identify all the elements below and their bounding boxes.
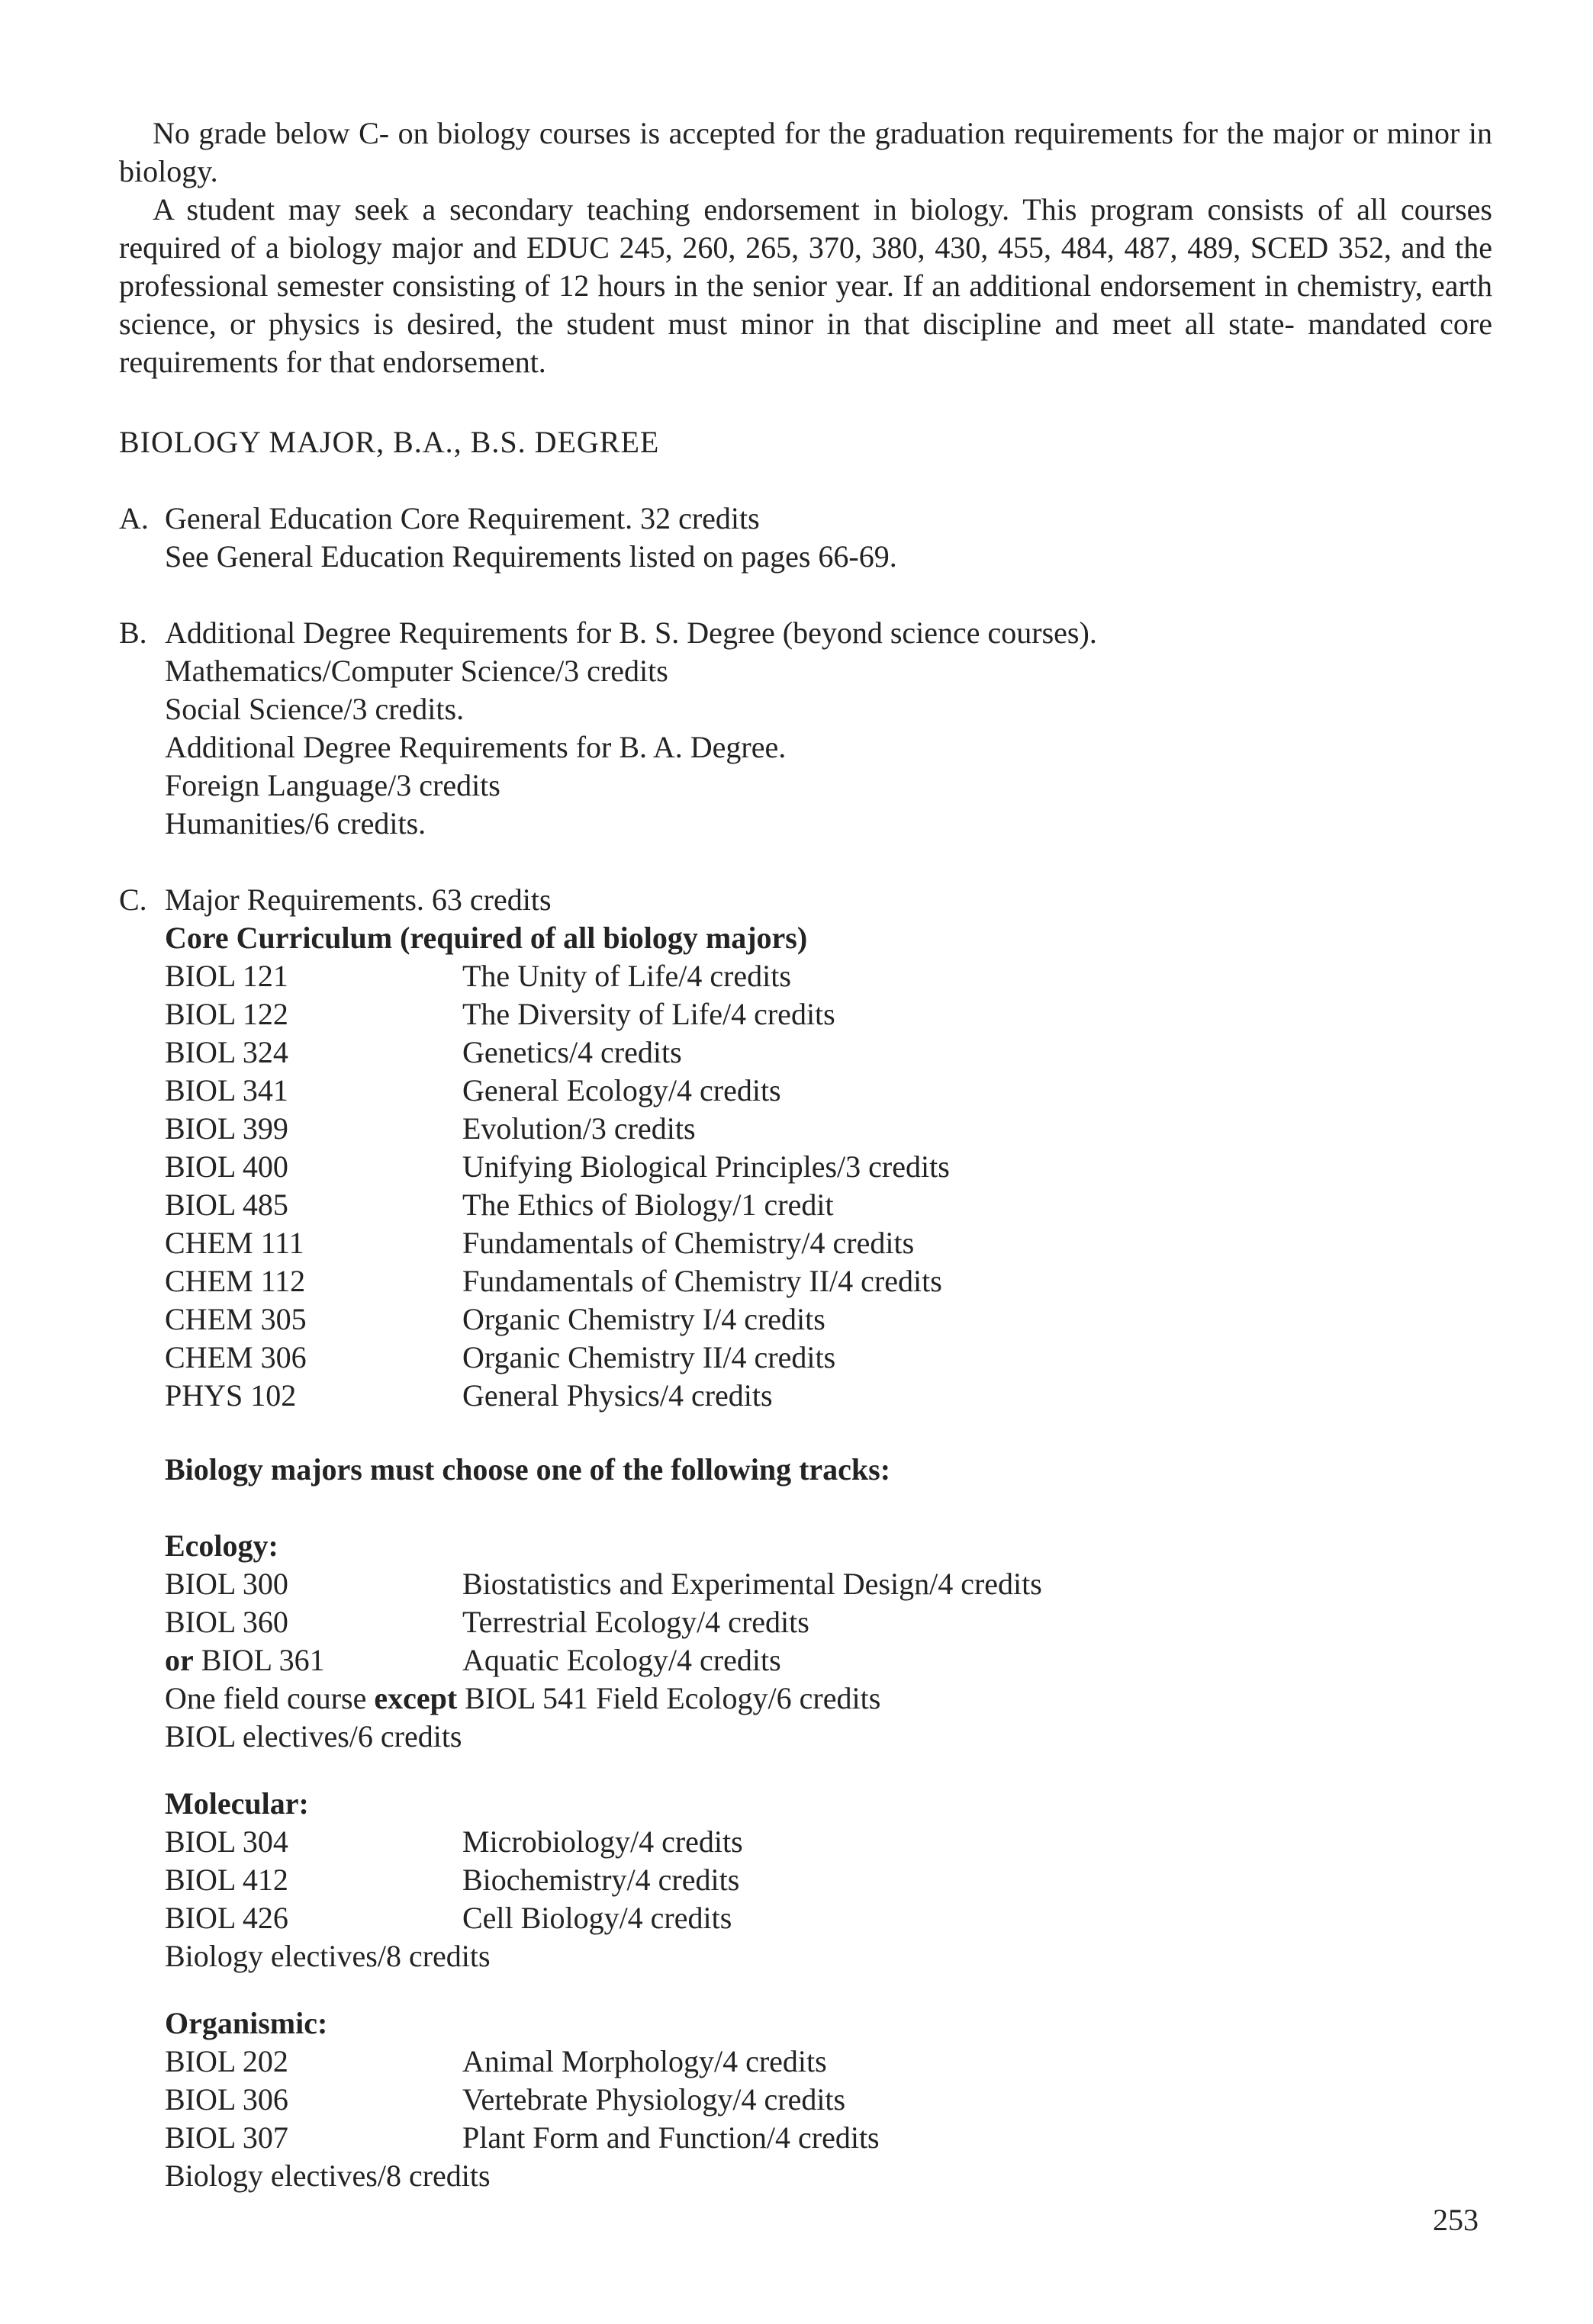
- course-code: BIOL 399: [165, 1111, 288, 1146]
- course-title: Evolution/3 credits: [462, 1111, 696, 1146]
- course-title: The Ethics of Biology/1 credit: [462, 1188, 834, 1222]
- track-course-row: [119, 1603, 1492, 1641]
- course-title: The Diversity of Life/4 credits: [462, 997, 835, 1031]
- course-code: BIOL 400: [165, 1149, 288, 1184]
- section-b-line: Mathematics/Computer Science/3 credits: [165, 654, 668, 688]
- course-title: Biostatistics and Experimental Design/4 credits: [462, 1567, 1042, 1601]
- core-course-row: [119, 1148, 1492, 1186]
- course-title: Organic Chemistry I/4 credits: [462, 1302, 825, 1336]
- course-code: BIOL 122: [165, 997, 288, 1031]
- course-code: BIOL 412: [165, 1863, 288, 1897]
- course-code-value: BIOL 361: [193, 1643, 325, 1677]
- field-course-except: except: [374, 1681, 458, 1715]
- section-c-title-line: [119, 881, 1492, 919]
- core-course-row: [119, 1072, 1492, 1110]
- track-course-row: [119, 1823, 1492, 1861]
- track-molecular: [119, 1785, 1492, 1975]
- section-b-title-line: [119, 614, 1492, 652]
- course-title: Genetics/4 credits: [462, 1035, 682, 1069]
- track-ecology: [119, 1527, 1492, 1756]
- course-code: CHEM 305: [165, 1302, 307, 1336]
- track-name: Molecular:: [165, 1786, 309, 1821]
- course-title: Biochemistry/4 credits: [462, 1863, 740, 1897]
- course-title: Plant Form and Function/4 credits: [462, 2120, 880, 2155]
- course-code: BIOL 307: [165, 2120, 288, 2155]
- core-course-row: [119, 1377, 1492, 1415]
- track-course-row: [119, 1861, 1492, 1899]
- section-heading: BIOLOGY MAJOR, B.A., B.S. DEGREE: [119, 425, 660, 459]
- intro-paragraph-grade: [119, 114, 1492, 191]
- core-course-row: [119, 1186, 1492, 1224]
- section-c: [119, 881, 1492, 1415]
- section-a: [119, 500, 1492, 576]
- track-electives: Biology electives/8 credits: [165, 2158, 491, 2193]
- course-code: BIOL 426: [165, 1901, 288, 1935]
- course-code: [165, 1641, 462, 1680]
- core-course-row: [119, 1300, 1492, 1339]
- course-code: [165, 1603, 462, 1641]
- course-title: Unifying Biological Principles/3 credits: [462, 1149, 950, 1184]
- course-code: BIOL 324: [165, 1035, 288, 1069]
- field-course-line: [119, 1680, 1492, 1718]
- intro-paragraph-endorsement: [119, 191, 1492, 381]
- core-course-row: [119, 1262, 1492, 1300]
- track-name: Organismic:: [165, 2006, 328, 2040]
- course-title: General Ecology/4 credits: [462, 1073, 781, 1107]
- track-organismic: [119, 2004, 1492, 2195]
- core-course-row: [119, 1033, 1492, 1072]
- track-name: Ecology:: [165, 1528, 278, 1563]
- section-c-letter: C.: [119, 882, 147, 917]
- course-title: Cell Biology/4 credits: [462, 1901, 732, 1935]
- section-b-letter: B.: [119, 616, 147, 650]
- course-title: The Unity of Life/4 credits: [462, 959, 791, 993]
- field-course-start: One field course: [165, 1681, 375, 1715]
- course-title: Terrestrial Ecology/4 credits: [462, 1605, 809, 1639]
- section-b: [119, 614, 1492, 843]
- course-title: Microbiology/4 credits: [462, 1824, 743, 1859]
- course-title: General Physics/4 credits: [462, 1378, 773, 1413]
- core-curriculum-heading: Core Curriculum (required of all biology majors): [165, 921, 808, 955]
- course-title: Fundamentals of Chemistry/4 credits: [462, 1226, 915, 1260]
- track-course-row: [119, 2043, 1492, 2081]
- course-code: CHEM 111: [165, 1226, 304, 1260]
- course-title: Aquatic Ecology/4 credits: [462, 1643, 781, 1677]
- section-a-note: See General Education Requirements listed on pages 66-69.: [165, 539, 897, 574]
- page-number: 253: [1433, 2203, 1479, 2237]
- section-b-line: Humanities/6 credits.: [165, 806, 426, 841]
- track-course-row: [119, 2119, 1492, 2157]
- course-code: BIOL 485: [165, 1188, 288, 1222]
- course-title: Fundamentals of Chemistry II/4 credits: [462, 1264, 942, 1298]
- track-electives: BIOL electives/6 credits: [165, 1719, 462, 1753]
- track-course-row: [119, 2081, 1492, 2119]
- track-electives: Biology electives/8 credits: [165, 1939, 491, 1973]
- track-course-row: [119, 1565, 1492, 1603]
- course-code-value: BIOL 360: [165, 1605, 288, 1639]
- core-course-row: [119, 957, 1492, 995]
- course-code: BIOL 306: [165, 2082, 288, 2117]
- course-code: CHEM 306: [165, 1340, 307, 1374]
- section-b-line: Foreign Language/3 credits: [165, 768, 500, 802]
- field-course-end: BIOL 541 Field Ecology/6 credits: [457, 1681, 881, 1715]
- course-title: Vertebrate Physiology/4 credits: [462, 2082, 846, 2117]
- course-code: BIOL 121: [165, 959, 288, 993]
- course-code: BIOL 202: [165, 2044, 288, 2078]
- section-a-title-line: [119, 500, 1492, 538]
- course-code: CHEM 112: [165, 1264, 306, 1298]
- section-b-line: Social Science/3 credits.: [165, 692, 465, 726]
- course-code: BIOL 300: [165, 1567, 288, 1601]
- track-course-row: [119, 1641, 1492, 1680]
- section-a-letter: A.: [119, 501, 149, 535]
- section-a-title: General Education Core Requirement. 32 credits: [165, 501, 760, 535]
- course-code: BIOL 304: [165, 1824, 288, 1859]
- intro-paragraph-endorsement-text: A student may seek a secondary teaching endorsement in biology. This program consists of all courses required of a biology major and EDUC 245, 260, 265, 370, 380, 430, 455, 484, 487, 489, SCED 352, and the professional semester consisting of 12 hours in the senior year. If an additional endorsement in chemistry, earth science, or physics is desired, the student must minor in that discipline and meet all state- mandated core requirements for that endorsement.: [119, 192, 1492, 379]
- course-code: BIOL 341: [165, 1073, 288, 1107]
- core-course-row: [119, 1339, 1492, 1377]
- section-b-line: Additional Degree Requirements for B. A. Degree.: [165, 730, 787, 764]
- course-code-prefix: or: [165, 1643, 194, 1677]
- section-c-title: Major Requirements. 63 credits: [165, 882, 552, 917]
- section-b-title: Additional Degree Requirements for B. S. Degree (beyond science courses).: [165, 616, 1097, 650]
- core-course-row: [119, 1110, 1492, 1148]
- core-course-row: [119, 995, 1492, 1033]
- course-title: Animal Morphology/4 credits: [462, 2044, 827, 2078]
- course-title: Organic Chemistry II/4 credits: [462, 1340, 836, 1374]
- course-code: PHYS 102: [165, 1378, 297, 1413]
- intro-paragraph-grade-text: No grade below C- on biology courses is accepted for the graduation requirements for the major or minor in biology.: [119, 116, 1492, 188]
- tracks-intro: Biology majors must choose one of the following tracks:: [165, 1452, 891, 1487]
- track-course-row: [119, 1899, 1492, 1937]
- core-course-row: [119, 1224, 1492, 1262]
